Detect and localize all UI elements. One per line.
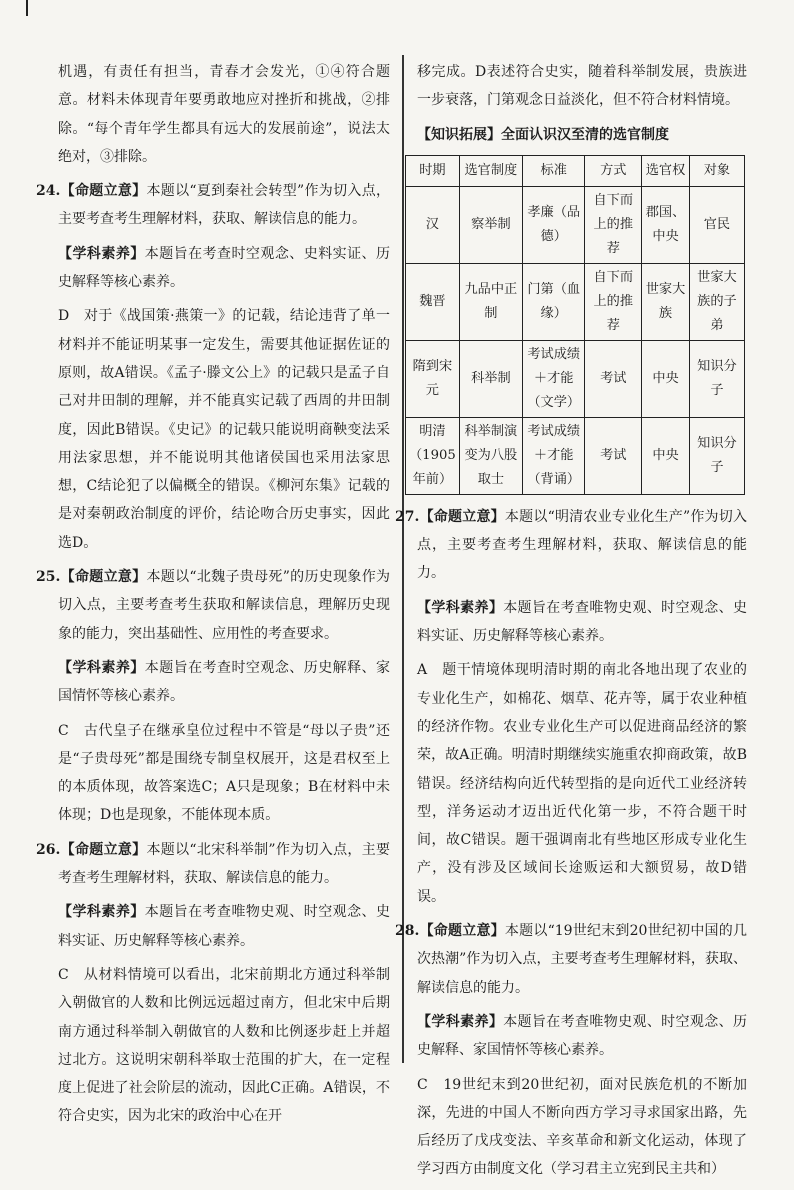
q26-number: 26. (36, 841, 61, 858)
q23-continued-text: 机遇，有责任有担当，青春才会发光，①④符合题意。材料未体现青年要勇敢地应对挫折和挑战，②排除。“每个青年学生都具有远大的发展前途”，说法太绝对，③排除。 (58, 64, 390, 165)
q24-intent-tag: 【命题立意】 (60, 183, 147, 200)
table-cell: 中央 (642, 417, 690, 494)
q28-literacy-tag: 【学科素养】 (417, 1013, 504, 1030)
official-selection-table (405, 155, 745, 495)
q24-number: 24. (36, 183, 61, 200)
question-25 (36, 563, 391, 830)
question-24 (36, 177, 391, 557)
q27-number: 27. (395, 508, 420, 525)
question-27 (395, 503, 748, 911)
q25-number: 25. (36, 569, 61, 586)
table-row (406, 186, 745, 263)
q26-answer: C 从材料情境可以看出，北宋前期北方通过科举制入朝做官的人数和比例远远超过南方，但北宋中后期南方通过科举制入朝做官的人数和比例逐步赶上并超过北方。这说明宋朝科举取士范围的扩大，在一定程度上促进了社会阶层的流动，因此C正确。A错误，不符合史实，因为北宋的政治中心在开 (58, 966, 390, 1125)
table-row (406, 340, 745, 417)
table-cell: 官民 (689, 186, 744, 263)
q27-intent (395, 503, 747, 588)
q27-literacy-text: 本题旨在考查唯物史观、时空观念、史料实证、历史解释等核心素养。 (417, 599, 748, 645)
table-header-row (406, 155, 745, 186)
q28-intent (395, 917, 747, 1002)
q25-intent (36, 563, 390, 648)
knowledge-tag: 【知识拓展】 (417, 126, 501, 143)
table-header-cell: 对象 (689, 155, 744, 186)
table-cell: 孝廉（品德） (523, 186, 585, 263)
table-cell: 魏晋 (406, 263, 460, 340)
q28-intent-text: 本题以“19世纪末到20世纪初中国的几次热潮”作为切入点，主要考查考生理解材料，获取、解读信息的能力。 (417, 923, 747, 996)
q24-literacy-text: 本题旨在考查时空观念、史料实证、历史解释等核心素养。 (58, 245, 391, 291)
table-header-cell: 标准 (523, 155, 585, 186)
table-cell: 门第（血缘） (523, 263, 585, 340)
table-cell: 考试 (585, 417, 642, 494)
table-header-cell: 选官制度 (459, 155, 522, 186)
table-cell: 自下而上的推荐 (585, 186, 642, 263)
right-column (395, 58, 748, 1190)
table-header-cell: 方式 (585, 155, 642, 186)
q24-answer: D 对于《战国策·燕策一》的记载，结论违背了单一材料并不能证明某事一定发生，需要其他证据佐证的原则，故A错误。《孟子·滕文公上》的记载只是孟子自己对井田制的理解，并不能真实记载了西周的井田制度，因此B错误。《史记》的记载只能说明商鞅变法采用法家思想，并不能说明其他诸侯国也采用法家思想，C结论犯了以偏概全的错误。《柳河东集》记载的是对秦朝政治制度的评价，结论吻合历史事实，因此选D。 (58, 308, 390, 551)
table-cell: 考试成绩＋才能（文学） (523, 340, 585, 417)
table-cell: 知识分子 (689, 340, 744, 417)
scan-edge-mark (26, 0, 28, 16)
table-cell: 察举制 (459, 186, 522, 263)
q24-intent (36, 177, 390, 234)
table-cell: 世家大族 (642, 263, 690, 340)
q25-literacy-tag: 【学科素养】 (58, 659, 145, 676)
table-cell: 科举制演变为八股取士 (459, 417, 522, 494)
q26-intent (36, 836, 390, 893)
q24-literacy-tag: 【学科素养】 (58, 245, 145, 262)
table-cell: 隋到宋元 (406, 340, 460, 417)
table-cell: 明清（1905年前） (406, 417, 460, 494)
q25-intent-tag: 【命题立意】 (60, 569, 147, 586)
q26-continued-text: 移完成。D表述符合史实，随着科举制发展，贵族进一步衰落，门第观念日益淡化，但不符合材料情境。 (417, 64, 747, 109)
table-row (406, 417, 745, 494)
q24-intent-text: 本题以“夏到秦社会转型”作为切入点，主要考查考生理解材料，获取、解读信息的能力。 (58, 183, 390, 228)
table-header-cell: 时期 (406, 155, 460, 186)
table-cell: 考试成绩＋才能（背诵） (523, 417, 585, 494)
q28-number: 28. (395, 923, 420, 940)
q25-literacy-text: 本题旨在考查时空观念、历史解释、家国情怀等核心素养。 (58, 659, 391, 705)
q27-answer: A 题干情境体现明清时期的南北各地出现了农业的专业化生产，如棉花、烟草、花卉等，属于农业种植的经济作物。农业专业化生产可以促进商品经济的繁荣，故A正确。明清时期继续实施重农抑商政策，故B错误。经济结构向近代转型指的是向近代工业经济转型，洋务运动才迈出近代化第一步，不符合题干时间，故C错误。题干强调南北有些地区形成专业化生产，没有涉及区域间长途贩运和大额贸易，故D错误。 (417, 662, 747, 905)
question-26 (36, 836, 391, 1131)
q28-literacy (417, 1008, 747, 1065)
left-column (36, 58, 391, 1137)
table-cell: 世家大族的子弟 (689, 263, 744, 340)
table-row (406, 263, 745, 340)
table-header-cell: 选官权 (642, 155, 690, 186)
q25-answer: C 古代皇子在继承皇位过程中不管是“母以子贵”还是“子贵母死”都是围绕专制皇权展开，这是君权至上的本质体现，故答案选C；A只是现象；B在材料中未体现；D也是现象，不能体现本质。 (58, 722, 390, 824)
q27-literacy-tag: 【学科素养】 (417, 599, 504, 616)
table-cell: 考试 (585, 340, 642, 417)
q26-literacy-text: 本题旨在考查唯物史观、时空观念、史料实证、历史解释等核心素养。 (58, 904, 391, 949)
q26-literacy-tag: 【学科素养】 (58, 904, 145, 921)
table-cell: 郡国、中央 (642, 186, 690, 263)
question-28 (395, 917, 748, 1184)
q28-literacy-text: 本题旨在考查唯物史观、时空观念、历史解释、家国情怀等核心素养。 (417, 1013, 748, 1059)
table-cell: 九品中正制 (459, 263, 522, 340)
table-cell: 知识分子 (689, 417, 744, 494)
table-cell: 汉 (406, 186, 460, 263)
q27-literacy (417, 594, 747, 651)
q26-intent-tag: 【命题立意】 (60, 841, 147, 858)
knowledge-title: 全面认识汉至清的选官制度 (501, 126, 669, 143)
knowledge-extension (417, 121, 747, 149)
q28-intent-tag: 【命题立意】 (419, 923, 505, 940)
table-cell: 科举制 (459, 340, 522, 417)
q28-answer: C 19世纪末到20世纪初，面对民族危机的不断加深，先进的中国人不断向西方学习寻求国家出路，先后经历了戊戌变法、辛亥革命和新文化运动，体现了学习西方由制度文化（学习君主立宪到民主共和） (417, 1076, 747, 1178)
q26-literacy (58, 898, 390, 955)
q26-intent-text: 本题以“北宋科举制”作为切入点，主要考查考生理解材料，获取、解读信息的能力。 (58, 841, 390, 887)
column-divider (402, 55, 404, 1063)
q27-intent-tag: 【命题立意】 (419, 508, 505, 525)
table-cell: 中央 (642, 340, 690, 417)
q27-intent-text: 本题以“明清农业专业化生产”作为切入点，主要考查考生理解材料，获取、解读信息的能力。 (417, 508, 747, 582)
q25-intent-text: 本题以“北魏子贵母死”的历史现象作为切入点，主要考查考生获取和解读信息，理解历史现象的能力，突出基础性、应用性的考查要求。 (58, 569, 390, 642)
q25-literacy (58, 654, 390, 711)
table-cell: 自下而上的推荐 (585, 263, 642, 340)
q24-literacy (58, 240, 390, 297)
